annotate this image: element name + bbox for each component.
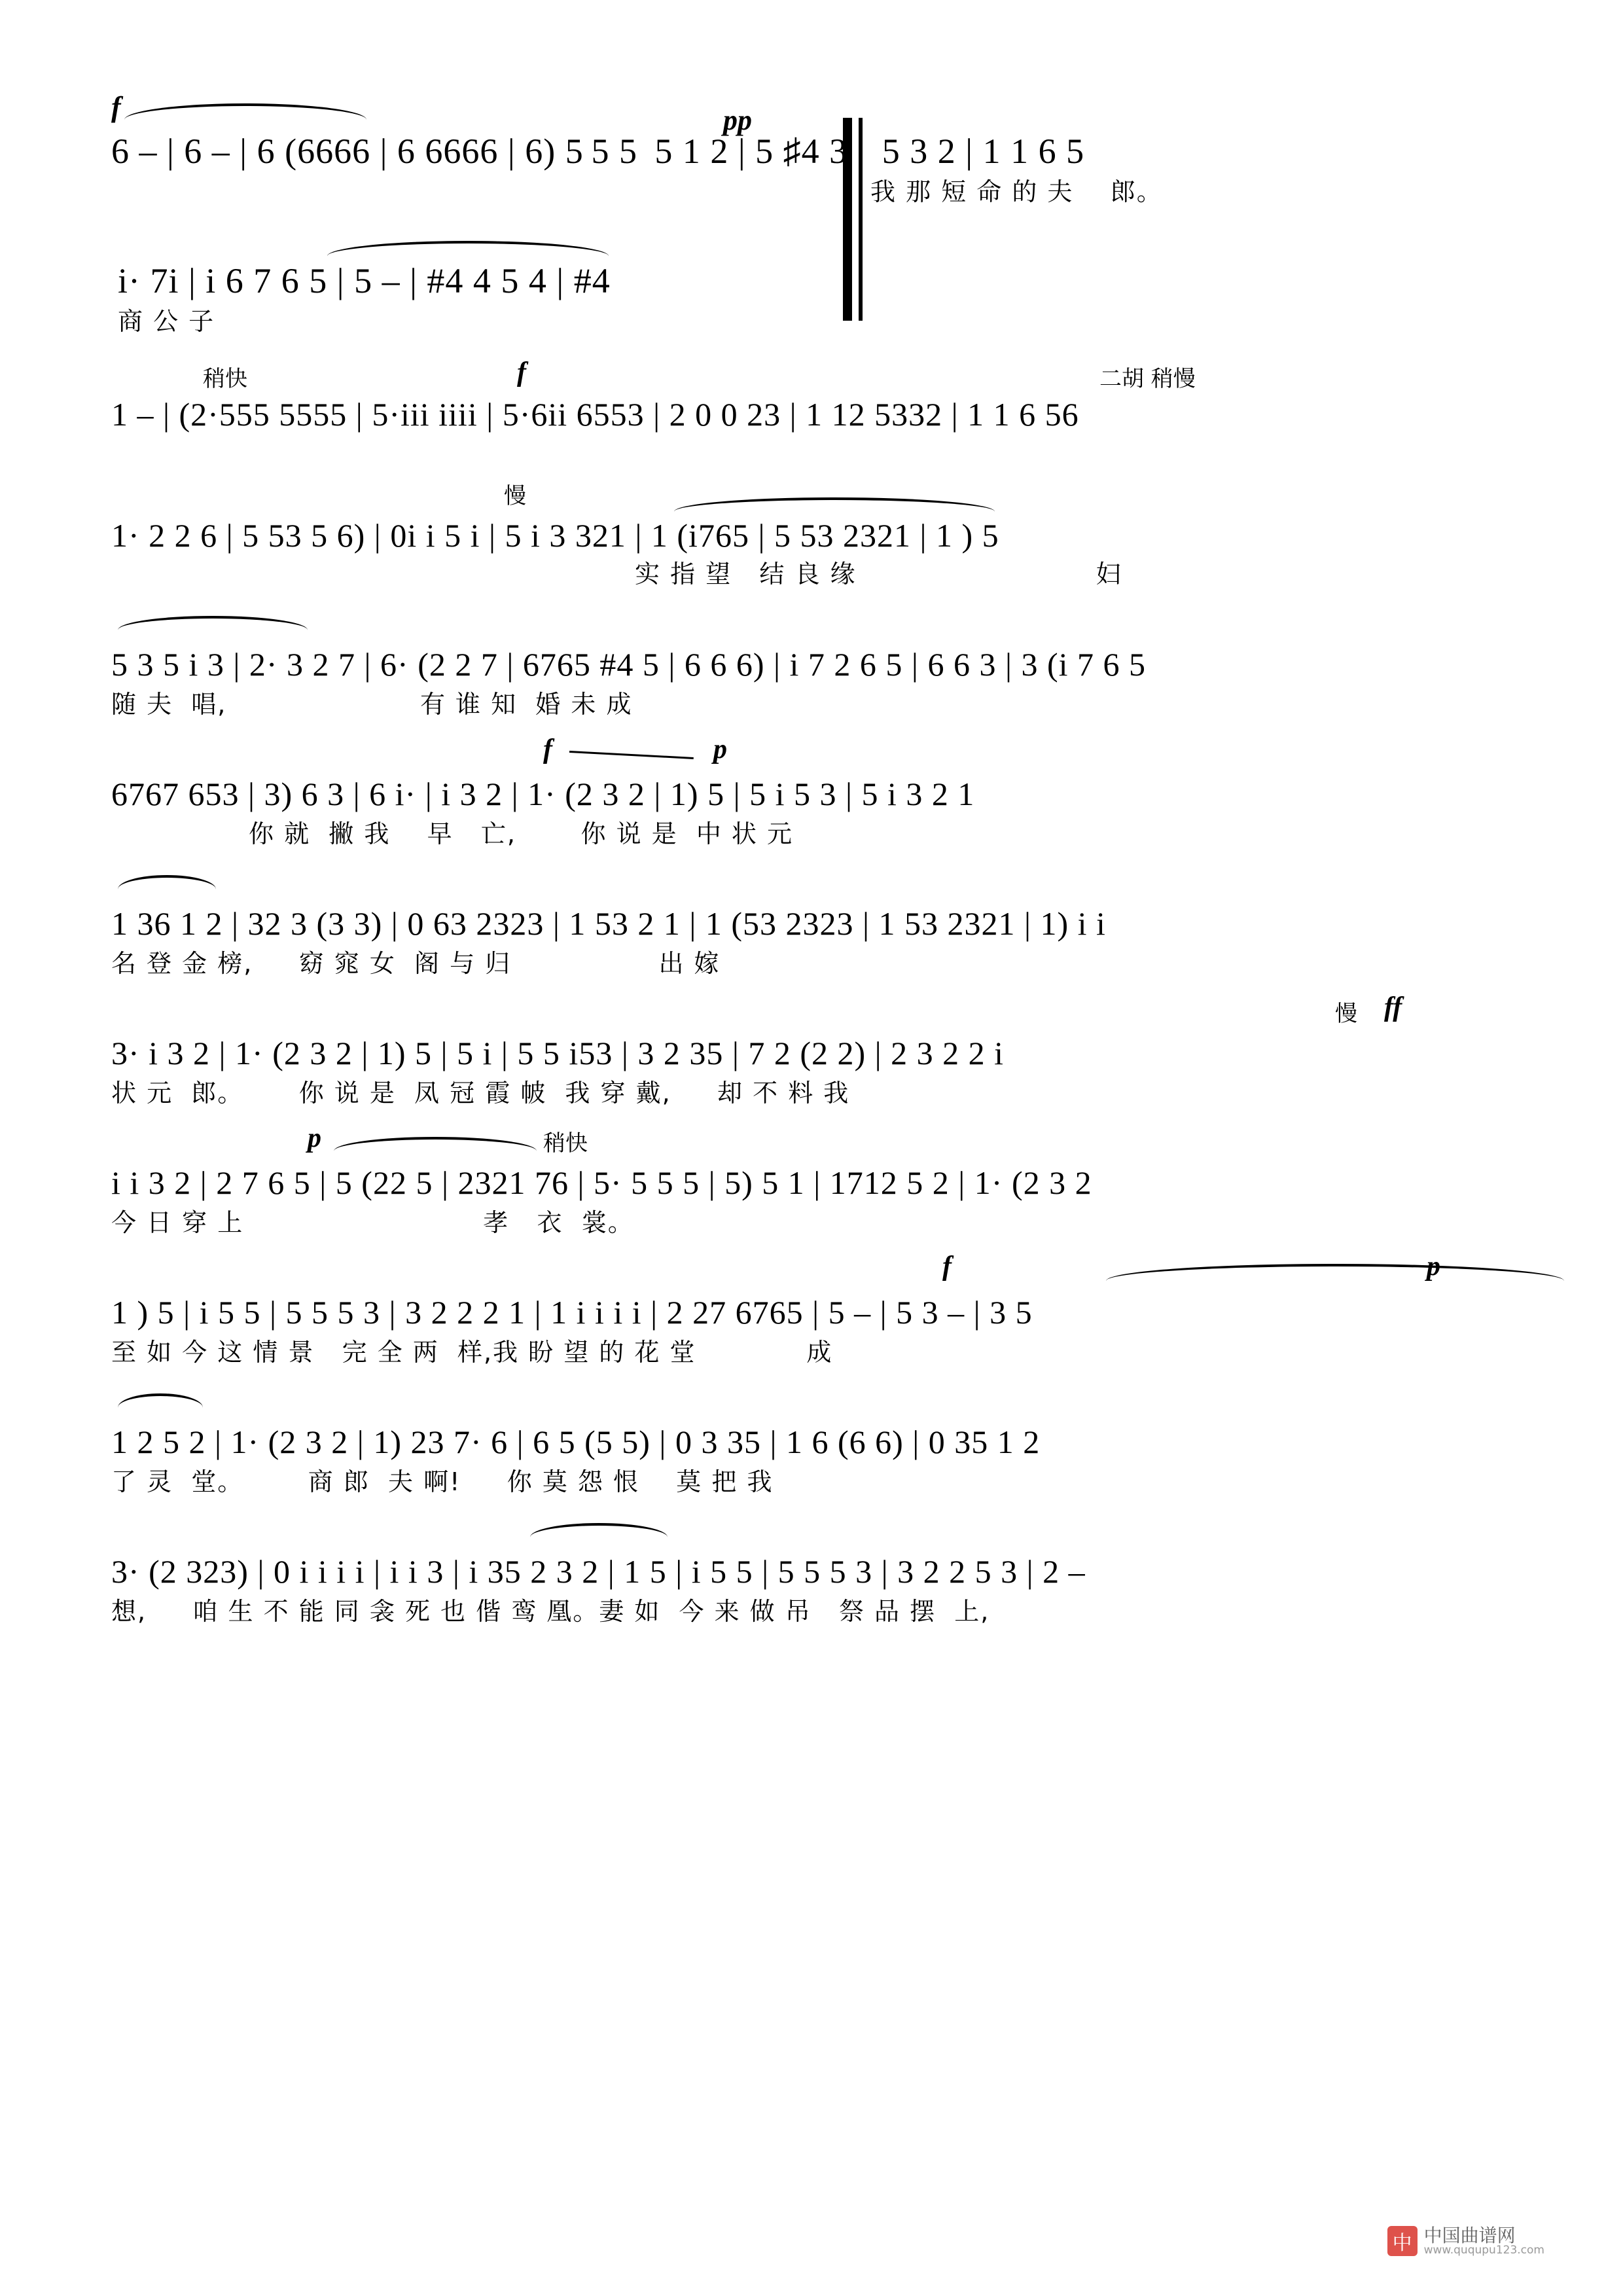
tempo-mark-shaokuai-1: 稍快 [203, 366, 247, 392]
system-12 [111, 1514, 1512, 1638]
system-2 [111, 241, 1512, 355]
notes-line-6: 6767 653 | 3) 6 3 | 6 i· | i 3 2 | 1· (2 3 2 | 1) 5 | 5 i 5 3 | 5 i 3 2 1 [111, 775, 975, 812]
lyrics-line-12: 想, 咱 生 不 能 同 衾 死 也 偕 鸾 凰。妻 如 今 来 做 吊 祭 品 摆 上, [111, 1597, 990, 1626]
system-8 [111, 992, 1512, 1120]
dynamic-ff-s8: ff [1384, 992, 1402, 1022]
system-9 [111, 1125, 1512, 1249]
notes-line-12: 3· (2 323) | 0 i i i i | i i 3 | i 35 2 3 2 | 1 5 | i 5 5 | 5 5 5 3 | 3 2 2 5 3 | 2 – [111, 1552, 1086, 1590]
notes-line-7: 1 36 1 2 | 32 3 (3 3) | 0 63 2323 | 1 53 2 1 | 1 (53 2323 | 1 53 2321 | 1) i i [111, 905, 1106, 942]
lyrics-line-2: 商 公 子 [118, 307, 215, 336]
site-logo-text [1424, 2226, 1544, 2257]
lyrics-line-11: 了 灵 堂。 商 郎 夫 啊! 你 莫 怨 恨 莫 把 我 [111, 1467, 774, 1496]
system-10 [111, 1251, 1512, 1379]
slur-s5 [118, 616, 308, 633]
notes-line-10: 1 ) 5 | i 5 5 | 5 5 5 3 | 3 2 2 2 1 | 1 i i i i | 2 27 6765 | 5 – | 5 3 – | 3 5 [111, 1293, 1033, 1331]
tempo-mark-shaokuai-2: 稍快 [543, 1130, 588, 1157]
system-7 [111, 866, 1512, 990]
tempo-mark-man-2: 慢 [1335, 1001, 1357, 1027]
system-6 [111, 736, 1512, 861]
slur-s10 [1106, 1264, 1564, 1281]
lyrics-line-1: 我 那 短 命 的 夫 郎。 [870, 177, 1163, 206]
system-11 [111, 1384, 1512, 1509]
slur-s1 [124, 103, 366, 123]
lyrics-line-9: 今 日 穿 上 孝 衣 裳。 [111, 1208, 634, 1237]
slur-s7 [118, 875, 216, 892]
dynamic-f-s3: f [517, 357, 526, 387]
notes-line-11: 1 2 5 2 | 1· (2 3 2 | 1) 23 7· 6 | 6 5 (5 5) | 0 3 35 | 1 6 (6 6) | 0 35 1 2 [111, 1423, 1041, 1460]
tempo-mark-man-1: 慢 [504, 483, 526, 509]
site-logo-badge: 中 [1387, 2226, 1418, 2256]
hairpin-diminuendo-s6 [569, 751, 694, 759]
lyrics-line-6: 你 就 撇 我 早 亡, 你 说 是 中 状 元 [249, 819, 793, 848]
system-5 [111, 607, 1512, 731]
dynamic-f-s1: f [111, 91, 121, 123]
dynamic-f-s10: f [942, 1251, 952, 1282]
site-watermark [1387, 2226, 1544, 2257]
dynamic-f-s6: f [543, 734, 552, 764]
system-4 [111, 480, 1512, 601]
lyrics-line-5: 随 夫 唱, 有 谁 知 婚 未 成 [111, 690, 633, 719]
slur-s12 [530, 1523, 668, 1540]
notes-line-8: 3· i 3 2 | 1· (2 3 2 | 1) 5 | 5 i | 5 5 i53 | 3 2 35 | 7 2 (2 2) | 2 3 2 2 i [111, 1034, 1005, 1071]
dynamic-p-s6: p [713, 734, 727, 764]
dynamic-pp-s1: pp [723, 104, 752, 136]
lyrics-line-10: 至 如 今 这 情 景 完 全 两 样,我 盼 望 的 花 堂 成 [111, 1338, 833, 1367]
notes-line-9: i i 3 2 | 2 7 6 5 | 5 (22 5 | 2321 76 | 5· 5 5 5 | 5) 5 1 | 1712 5 2 | 1· (2 3 2 [111, 1164, 1092, 1201]
lyrics-line-8: 状 元 郎。 你 说 是 凤 冠 霞 帔 我 穿 戴, 却 不 料 我 [111, 1079, 850, 1107]
instrument-mark-erhu-shaoman: 二胡 稍慢 [1099, 366, 1196, 392]
notes-line-3: 1 – | (2·555 5555 | 5·iii iiii | 5·6ii 6553 | 2 0 0 23 | 1 12 5332 | 1 1 6 56 [111, 395, 1079, 433]
slur-s11 [118, 1393, 203, 1410]
notes-line-1: 6 – | 6 – | 6 (6666 | 6 6666 | 6) 5 5 5 5 1 2 | 5 ♯4 3 | 5 3 2 | 1 1 6 5 [111, 132, 1085, 171]
slur-s9 [334, 1137, 537, 1154]
system-1 [111, 91, 1512, 236]
site-name: 中国曲谱网 [1423, 2224, 1516, 2246]
lyrics-line-4: 实 指 望 结 良 缘 妇 [635, 560, 1122, 588]
notes-line-5: 5 3 5 i 3 | 2· 3 2 7 | 6· (2 2 7 | 6765 #4 5 | 6 6 6) | i 7 2 6 5 | 6 6 3 | 3 (i 7 6 5 [111, 645, 1146, 683]
site-url: www.ququpu123.com [1423, 2244, 1544, 2257]
notes-line-4: 1· 2 2 6 | 5 53 5 6) | 0i i 5 i | 5 i 3 321 | 1 (i765 | 5 53 2321 | 1 ) 5 [111, 516, 999, 554]
system-3 [111, 357, 1512, 475]
dynamic-p-s9: p [308, 1123, 321, 1153]
lyrics-line-7: 名 登 金 榜, 窈 窕 女 阁 与 归 出 嫁 [111, 949, 721, 978]
dynamic-p-s10: p [1427, 1251, 1440, 1282]
notes-line-2: i· 7i | i 6 7 6 5 | 5 – | #4 4 5 4 | #4 [118, 261, 611, 301]
